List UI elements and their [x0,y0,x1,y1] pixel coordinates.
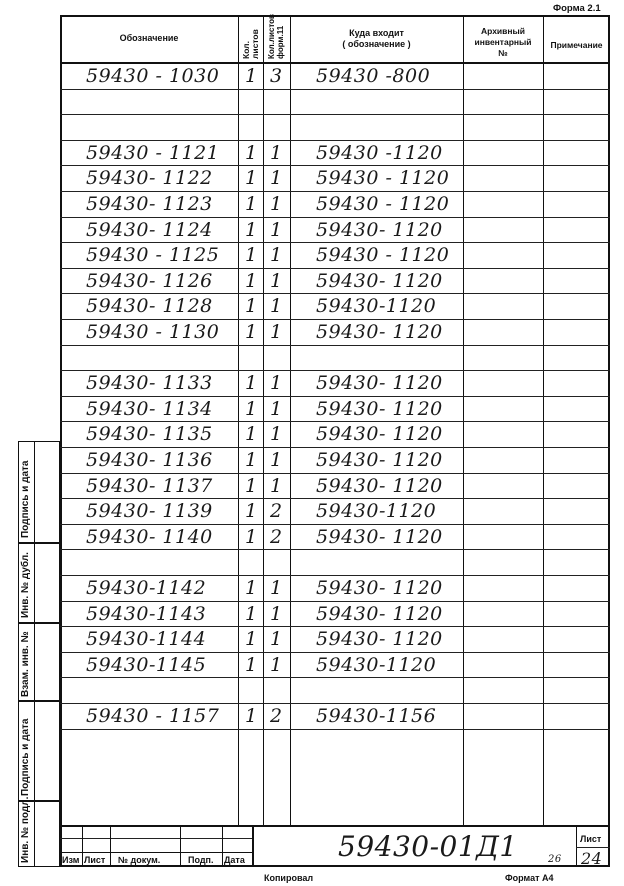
row-format: 1 [269,321,283,343]
row-designation: 59430-1145 [86,653,207,676]
table-row-line [60,677,610,678]
row-format: 1 [269,244,283,267]
row-where-used: 59430-1156 [316,705,437,727]
table-row-line [60,652,610,653]
row-sheets: 1 [244,65,258,87]
footer-format: Формат А4 [505,873,554,883]
row-where-used: 59430- 1120 [316,474,443,497]
row-format: 1 [269,397,283,420]
row-format: 1 [269,269,283,292]
row-sheets: 1 [244,705,258,727]
row-designation: 59430-1144 [86,628,207,651]
title-block-divider [82,825,83,867]
row-where-used: 59430- 1120 [316,397,443,420]
table-row-line [60,165,610,166]
row-where-used: 59430-1120 [316,500,437,523]
row-designation: 59430- 1133 [86,372,213,395]
side-box-divider [34,441,35,867]
side-label-dup-inv: Инв. № дубл. [20,552,31,618]
row-format: 1 [269,295,283,318]
row-where-used: 59430-1120 [316,295,437,318]
row-format: 1 [269,474,283,497]
row-designation: 59430 - 1125 [86,244,220,267]
row-format: 3 [269,65,283,87]
row-designation: 59430 - 1121 [86,141,220,164]
table-row-line [60,114,610,115]
row-designation: 59430 - 1130 [86,321,220,343]
row-where-used: 59430- 1120 [316,577,443,599]
row-designation: 59430-1142 [86,577,207,599]
table-row-line [60,447,610,448]
title-block-line [576,847,610,848]
row-sheets: 1 [244,141,258,164]
sheet-number: 24 [581,849,603,868]
row-designation: 59430- 1134 [86,397,213,420]
row-sheets: 1 [244,449,258,471]
row-where-used: 59430- 1120 [316,372,443,395]
table-row-line [60,242,610,243]
title-block-line [60,838,252,839]
table-row-line [60,421,610,422]
row-where-used: 59430- 1120 [316,423,443,446]
row-where-used: 59430 - 1120 [316,244,450,267]
row-format: 1 [269,167,283,190]
document-code: 59430-01Д1 [338,830,518,863]
table-row-line [60,293,610,294]
row-where-used: 59430- 1120 [316,628,443,651]
table-row-line [60,268,610,269]
row-format: 1 [269,218,283,241]
table-row-line [60,473,610,474]
row-designation: 59430- 1124 [86,218,213,241]
row-where-used: 59430- 1120 [316,602,443,625]
row-sheets: 1 [244,218,258,241]
row-sheets: 1 [244,653,258,676]
row-where-used: 59430- 1120 [316,525,443,548]
table-row-line [60,703,610,704]
side-label-orig-inv: Инв. № подл. [20,796,31,863]
row-designation: 59430- 1136 [86,449,213,471]
row-sheets: 1 [244,167,258,190]
header-where-used: Куда входит ( обозначение ) [342,28,411,49]
row-sheets: 1 [244,500,258,523]
row-sheets: 1 [244,269,258,292]
row-where-used: 59430- 1120 [316,449,443,471]
row-designation: 59430- 1139 [86,500,213,523]
title-col-date: Дата [224,855,245,865]
title-block-divider [576,825,577,867]
table-row-line [60,319,610,320]
row-format: 2 [269,705,283,727]
table-row-line [60,524,610,525]
row-sheets: 1 [244,372,258,395]
header-designation: Обозначение [119,33,179,43]
row-where-used: 59430 -1120 [316,141,443,164]
table-row-line [60,217,610,218]
row-sheets: 1 [244,397,258,420]
form-label: Форма 2.1 [553,3,601,14]
row-format: 1 [269,141,283,164]
title-block-line [60,852,252,853]
row-format: 1 [269,449,283,471]
row-where-used: 59430- 1120 [316,269,443,292]
row-format: 2 [269,525,283,548]
table-row-line [60,396,610,397]
row-designation: 59430 - 1157 [86,705,220,727]
row-format: 1 [269,372,283,395]
header-format-count: Кол.листов форм.11 [267,14,285,59]
table-row-line [60,345,610,346]
row-format: 2 [269,500,283,523]
header-archive: Архивный инвентарный № [474,26,532,58]
table-row-line [60,601,610,602]
row-format: 1 [269,653,283,676]
row-where-used: 59430- 1120 [316,321,443,343]
row-sheets: 1 [244,423,258,446]
title-col-sheet: Лист [84,855,106,865]
row-sheets: 1 [244,321,258,343]
table-row-line [60,549,610,550]
side-label-replace-inv: Взам. инв. № [20,631,31,697]
row-designation: 59430- 1135 [86,423,213,446]
header-note: Примечание [550,40,603,50]
title-block-divider [222,825,223,867]
table-row-line [60,370,610,371]
table-row-line [60,89,610,90]
row-sheets: 1 [244,628,258,651]
row-designation: 59430- 1137 [86,474,213,497]
row-designation: 59430- 1126 [86,269,213,292]
row-where-used: 59430 -800 [316,65,431,87]
header-sheets-count: Кол. листов [241,29,260,59]
row-designation: 59430- 1122 [86,167,213,190]
row-format: 1 [269,628,283,651]
side-label-signature-date-1: Подпись и дата [20,460,31,538]
row-where-used: 59430-1120 [316,653,437,676]
stray-mark: 26 [548,854,562,865]
sheet-label: Лист [580,834,602,844]
title-block-divider [252,825,254,867]
row-designation: 59430-1143 [86,602,207,625]
row-sheets: 1 [244,525,258,548]
row-designation: 59430- 1128 [86,295,213,318]
title-col-change: Изм [62,855,80,865]
row-designation: 59430- 1123 [86,193,213,215]
row-sheets: 1 [244,577,258,599]
table-row-line [60,140,610,141]
row-format: 1 [269,193,283,215]
row-designation: 59430 - 1030 [86,65,220,87]
row-sheets: 1 [244,474,258,497]
row-sheets: 1 [244,295,258,318]
row-where-used: 59430 - 1120 [316,193,450,215]
row-designation: 59430- 1140 [86,525,213,548]
row-sheets: 1 [244,193,258,215]
table-row-line [60,626,610,627]
row-format: 1 [269,423,283,446]
header-bottom-line [60,62,610,64]
table-row-line [60,498,610,499]
table-row-line [60,729,610,730]
row-where-used: 59430 - 1120 [316,167,450,190]
table-row-line [60,191,610,192]
row-where-used: 59430- 1120 [316,218,443,241]
row-format: 1 [269,602,283,625]
title-col-doc-number: № докум. [118,855,161,865]
title-col-signature: Подп. [188,855,214,865]
table-row-line [60,575,610,576]
row-format: 1 [269,577,283,599]
row-sheets: 1 [244,602,258,625]
footer-copied: Копировал [264,873,314,883]
title-block-divider [110,825,111,867]
side-label-signature-date-2: Подпись и дата [20,718,31,796]
row-sheets: 1 [244,244,258,267]
title-block-divider [180,825,181,867]
